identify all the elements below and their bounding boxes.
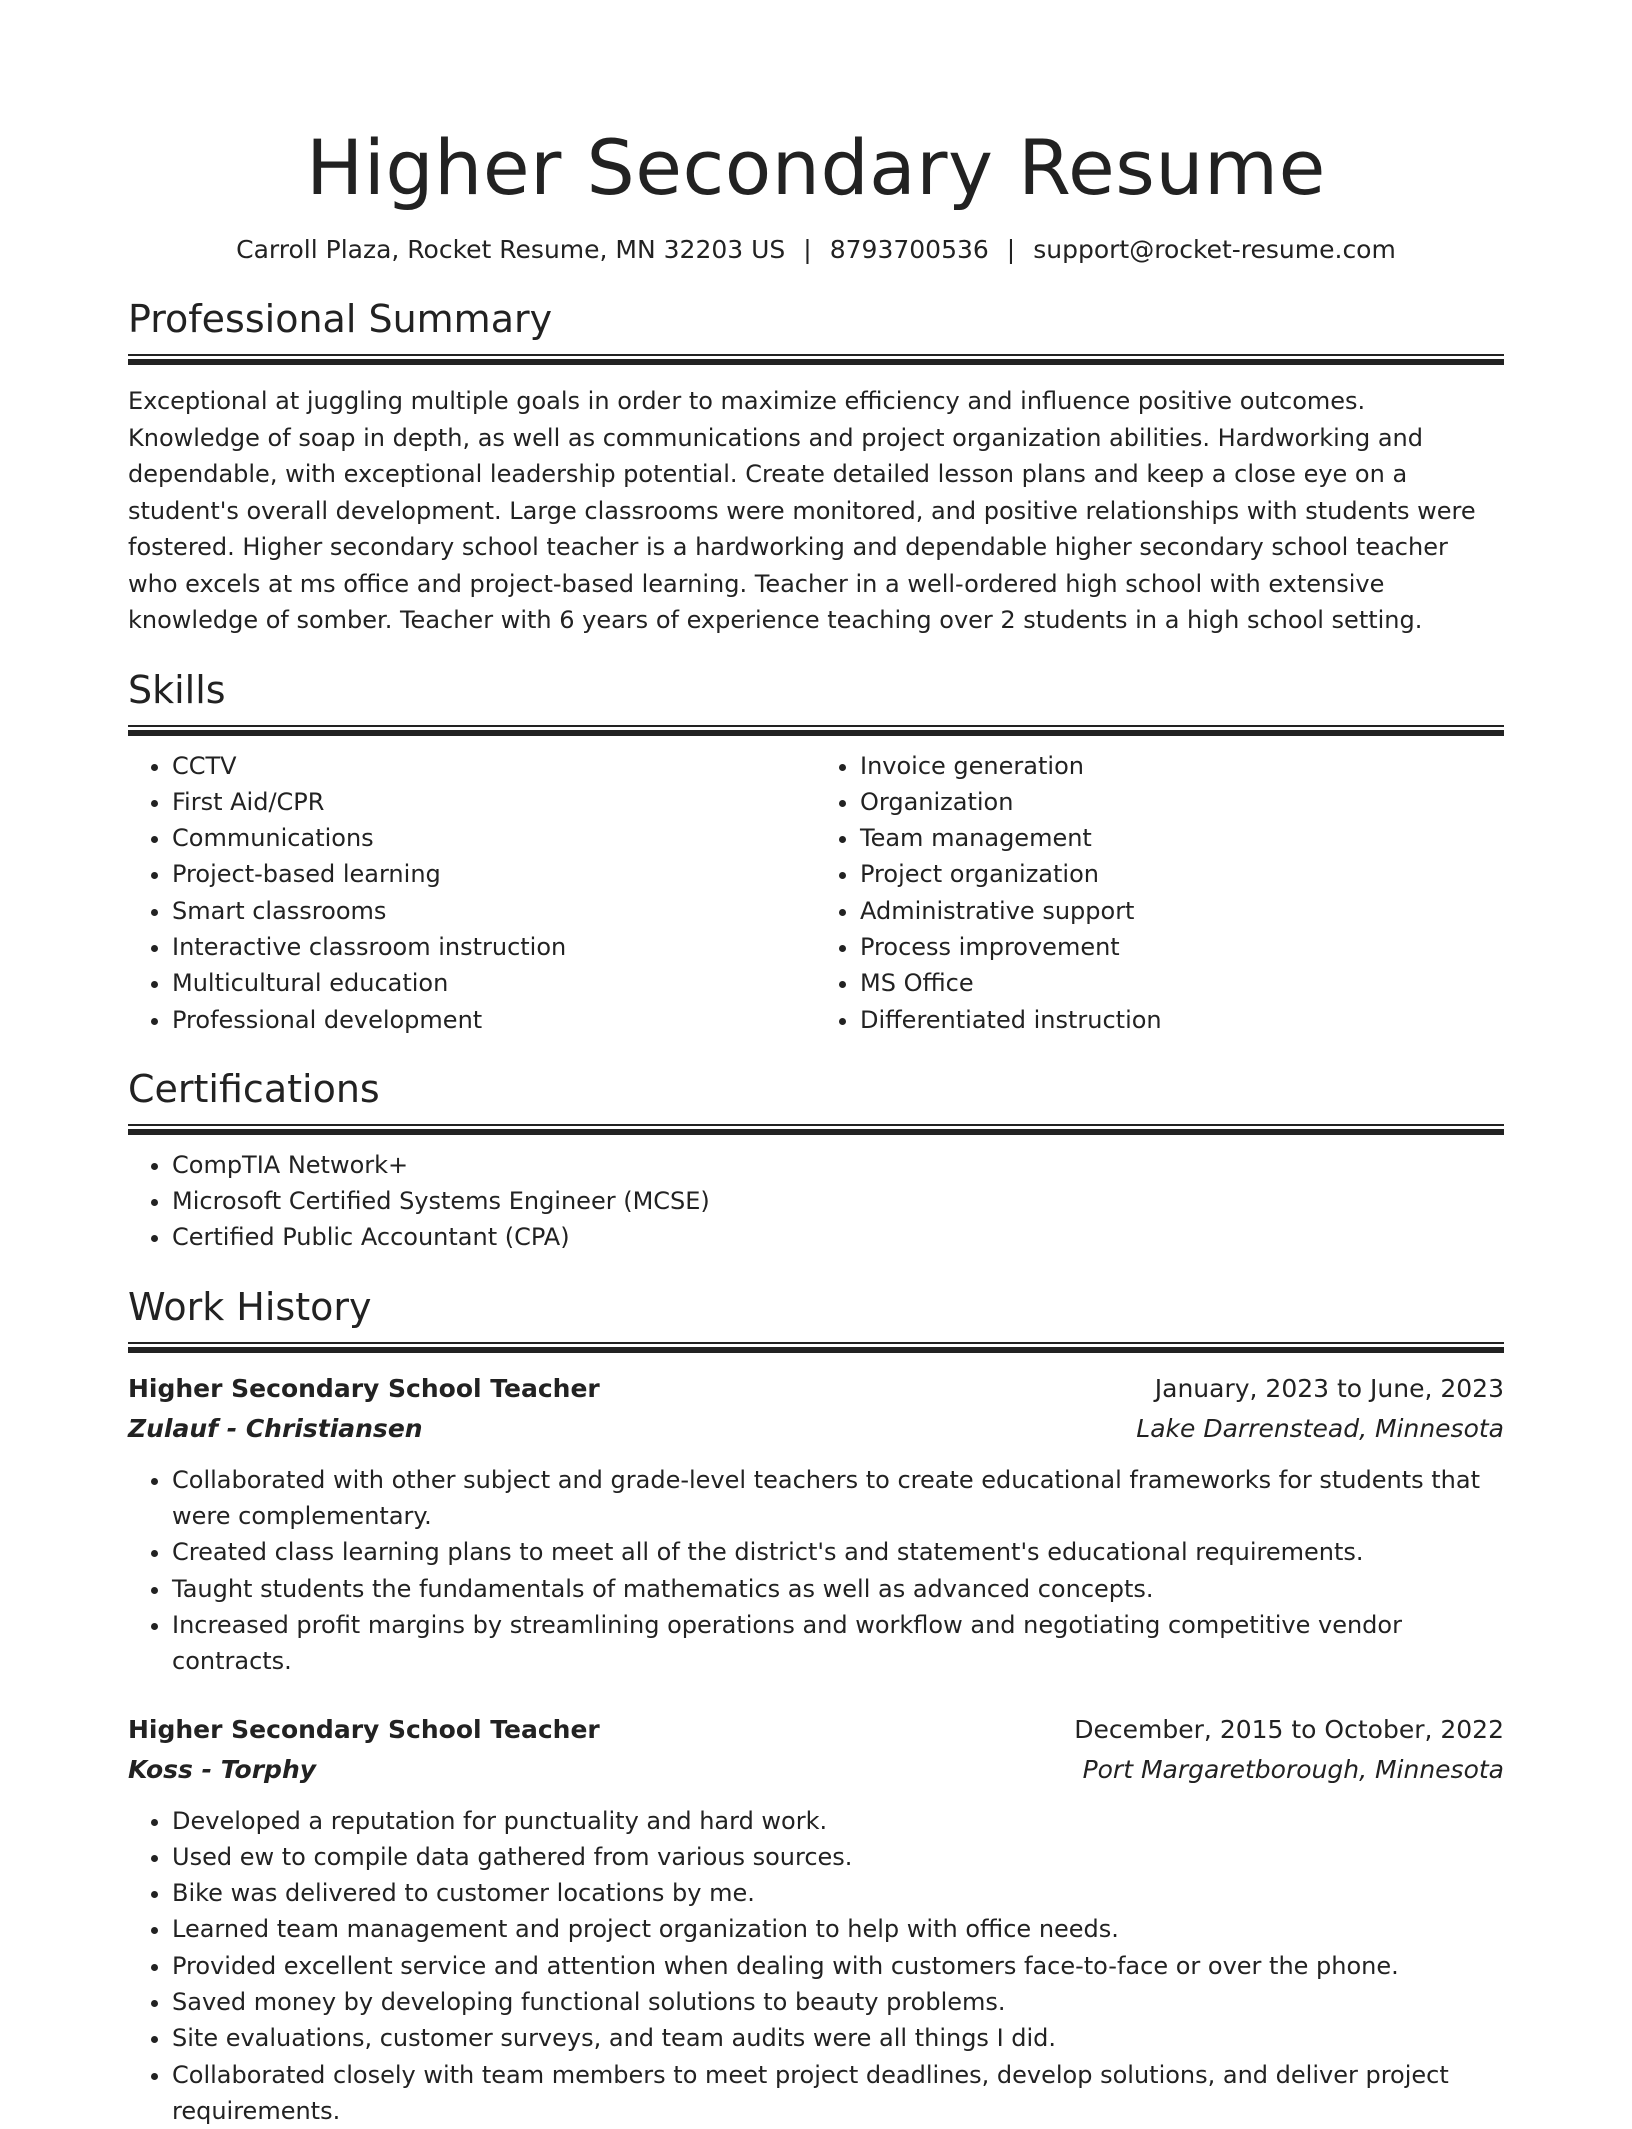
job-dates: December, 2015 to October, 2022 xyxy=(1074,1714,1504,1744)
contact-phone: 8793700536 xyxy=(829,235,989,264)
certification-item: • Microsoft Certified Systems Engineer (MCSE) xyxy=(172,1183,1504,1219)
job-company: Koss - Torphy xyxy=(128,1754,317,1784)
certifications-list xyxy=(128,1147,1504,1256)
summary-heading: Professional Summary xyxy=(128,297,553,341)
job-location: Port Margaretborough, Minnesota xyxy=(1082,1754,1504,1784)
certification-item: • Certified Public Accountant (CPA) xyxy=(172,1219,1504,1255)
job-bullet: • Developed a reputation for punctuality and hard work. xyxy=(172,1803,1504,1839)
skill-item: • Team management xyxy=(860,820,1504,856)
job-bullet: • Learned team management and project organization to help with office needs. xyxy=(172,1911,1504,1947)
section-divider xyxy=(128,354,1504,365)
job-dates: January, 2023 to June, 2023 xyxy=(1154,1373,1504,1403)
job-header-row xyxy=(128,1710,1504,1750)
contact-line xyxy=(128,234,1504,266)
certifications-heading: Certifications xyxy=(128,1066,380,1111)
skills-section xyxy=(128,665,1504,1038)
job-bullet: • Site evaluations, customer surveys, and team audits were all things I did. xyxy=(172,2020,1504,2056)
resume-page xyxy=(128,0,1504,2129)
contact-separator: | xyxy=(1006,235,1016,264)
skill-item: • Interactive classroom instruction xyxy=(172,929,816,965)
skill-item: • Multicultural education xyxy=(172,965,816,1001)
section-divider xyxy=(128,725,1504,736)
job-bullet: • Saved money by developing functional solutions to beauty problems. xyxy=(172,1984,1504,2020)
skill-item: • Differentiated instruction xyxy=(860,1002,1504,1038)
skills-list-right xyxy=(816,748,1504,1038)
skills-grid xyxy=(128,748,1504,1038)
resume-title: Higher Secondary Resume xyxy=(306,123,1326,212)
skill-item: • Professional development xyxy=(172,1002,816,1038)
job-bullet: • Collaborated with other subject and grade-level teachers to create educational frameworks for students that were complementary. xyxy=(172,1462,1504,1535)
work-history-heading: Work History xyxy=(128,1284,372,1329)
skill-item: • Project-based learning xyxy=(172,856,816,892)
job-bullet: • Bike was delivered to customer locations by me. xyxy=(172,1875,1504,1911)
job-bullet: • Provided excellent service and attention when dealing with customers face-to-face or over the phone. xyxy=(172,1948,1504,1984)
certifications-section xyxy=(128,1064,1504,1256)
summary-section xyxy=(128,294,1504,639)
skill-item: • MS Office xyxy=(860,965,1504,1001)
skill-item: • Project organization xyxy=(860,856,1504,892)
summary-text: Exceptional at juggling multiple goals in order to maximize efficiency and influence positive outcomes. Knowledge of soap in depth, as well as communications and project organization abilities. Hardworking and dependable, with exceptional leadership potential. Create detailed lesson plans and keep a close eye on a student's overall development. Large classrooms were monitored, and positive relationships with students were fostered. Higher secondary school teacher is a hardworking and dependable higher secondary school teacher who excels at ms office and project-based learning. Teacher in a well-ordered high school with extensive knowledge of somber. Teacher with 6 years of experience teaching over 2 students in a high school setting. xyxy=(128,387,1476,634)
job-company: Zulauf - Christiansen xyxy=(128,1413,423,1443)
work-history-section xyxy=(128,1282,1504,2129)
skill-item: • Administrative support xyxy=(860,893,1504,929)
job-title: Higher Secondary School Teacher xyxy=(128,1373,600,1403)
skills-heading: Skills xyxy=(128,667,226,712)
job-bullet: • Collaborated closely with team members to meet project deadlines, develop solutions, and deliver project requirements. xyxy=(172,2057,1504,2129)
section-divider xyxy=(128,1124,1504,1135)
skills-list-left xyxy=(128,748,816,1038)
job-subheader-row xyxy=(128,1409,1504,1449)
job-bullets xyxy=(128,1462,1504,1680)
skill-item: • Process improvement xyxy=(860,929,1504,965)
job-title: Higher Secondary School Teacher xyxy=(128,1714,600,1744)
skill-item: • CCTV xyxy=(172,748,816,784)
job-bullet: • Taught students the fundamentals of mathematics as well as advanced concepts. xyxy=(172,1571,1504,1607)
job-bullet: • Used ew to compile data gathered from various sources. xyxy=(172,1839,1504,1875)
job-header-row xyxy=(128,1369,1504,1409)
contact-email: support@rocket-resume.com xyxy=(1033,235,1396,264)
skill-item: • First Aid/CPR xyxy=(172,784,816,820)
job-bullet: • Increased profit margins by streamlining operations and workflow and negotiating competitive vendor contracts. xyxy=(172,1607,1504,1680)
certification-item: • CompTIA Network+ xyxy=(172,1147,1504,1183)
skill-item: • Organization xyxy=(860,784,1504,820)
contact-address: Carroll Plaza, Rocket Resume, MN 32203 US xyxy=(236,235,786,264)
section-divider xyxy=(128,1342,1504,1353)
job-bullet: • Created class learning plans to meet all of the district's and statement's educational requirements. xyxy=(172,1534,1504,1570)
skill-item: • Communications xyxy=(172,820,816,856)
job-location: Lake Darrenstead, Minnesota xyxy=(1136,1413,1504,1443)
skill-item: • Smart classrooms xyxy=(172,893,816,929)
contact-separator: | xyxy=(803,235,812,264)
job-subheader-row xyxy=(128,1750,1504,1790)
skill-item: • Invoice generation xyxy=(860,748,1504,784)
job-entry xyxy=(128,1710,1504,2129)
job-entry xyxy=(128,1369,1504,1680)
job-bullets xyxy=(128,1803,1504,2129)
